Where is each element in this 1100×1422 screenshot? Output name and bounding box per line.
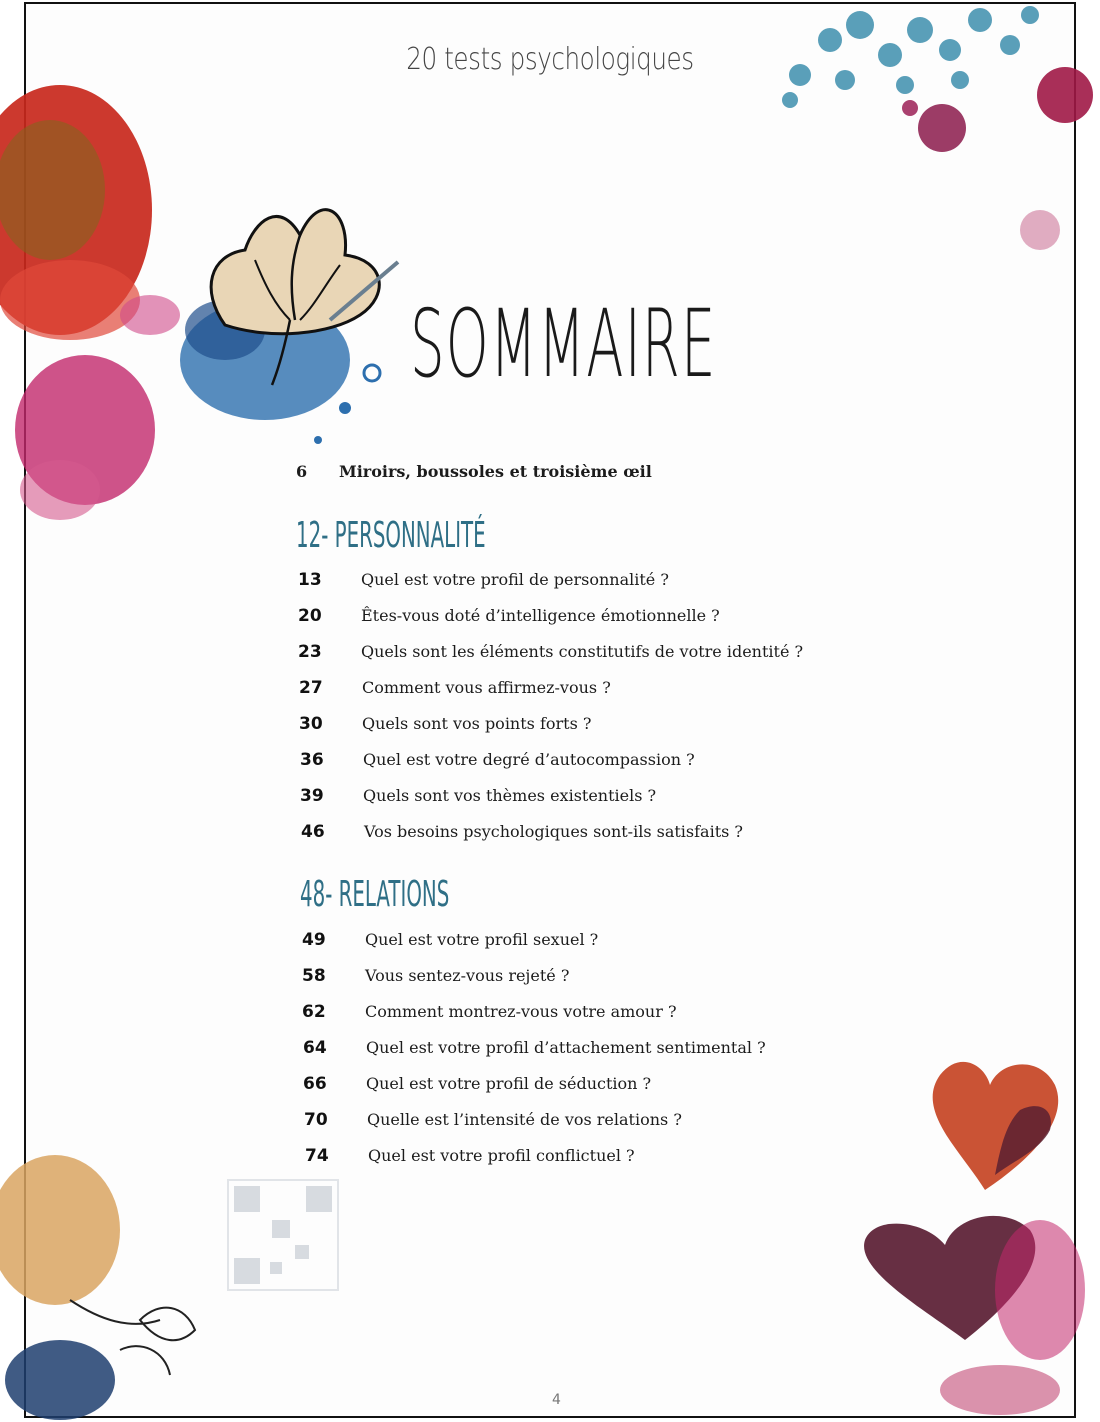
toc-title: Comment montrez-vous votre amour ? — [365, 1002, 677, 1021]
toc-page-number: 62 — [302, 1002, 326, 1022]
toc-page-number: 74 — [305, 1146, 329, 1166]
toc-title: Quelle est l’intensité de vos relations ? — [367, 1110, 682, 1129]
intro-title: Miroirs, boussoles et troisième œil — [339, 462, 652, 481]
toc-page-number: 36 — [300, 750, 324, 770]
toc-page-number: 30 — [299, 714, 323, 734]
toc-page-number: 13 — [298, 570, 322, 590]
toc-page-number: 23 — [298, 642, 322, 662]
page — [24, 2, 1076, 1418]
section-heading-personnalite: 12- PERSONNALITÉ — [296, 515, 486, 556]
toc-page-number: 39 — [300, 786, 324, 806]
toc-page-number: 49 — [302, 930, 326, 950]
toc-page-number: 58 — [302, 966, 326, 986]
toc-page-number: 70 — [304, 1110, 328, 1130]
toc-title: Quels sont vos thèmes existentiels ? — [363, 786, 657, 805]
intro-page-number: 6 — [296, 462, 308, 481]
toc-title: Êtes-vous doté d’intelligence émotionnelle ? — [361, 606, 720, 625]
toc-title: Quel est votre profil sexuel ? — [365, 930, 599, 949]
toc-title: Quel est votre profil d’attachement sentimental ? — [366, 1038, 766, 1057]
page-number: 4 — [552, 1392, 561, 1408]
toc-page-number: 64 — [303, 1038, 327, 1058]
toc-title: Quel est votre profil de séduction ? — [366, 1074, 652, 1093]
toc-title: Quel est votre profil de personnalité ? — [361, 570, 669, 589]
toc-title: Comment vous affirmez-vous ? — [362, 678, 611, 697]
toc-page-number: 46 — [301, 822, 325, 842]
page-title: SOMMAIRE — [410, 290, 717, 399]
toc-page-number: 27 — [299, 678, 323, 698]
toc-title: Vos besoins psychologiques sont-ils satisfaits ? — [364, 822, 744, 841]
toc-title: Quel est votre profil conflictuel ? — [368, 1146, 635, 1165]
toc-title: Quel est votre degré d’autocompassion ? — [363, 750, 695, 769]
book-title: 20 tests psychologiques — [406, 42, 694, 77]
section-heading-relations: 48- RELATIONS — [300, 874, 450, 915]
toc-title: Vous sentez-vous rejeté ? — [365, 966, 570, 985]
toc-page-number: 20 — [298, 606, 322, 626]
toc-title: Quels sont vos points forts ? — [362, 714, 592, 733]
toc-page-number: 66 — [303, 1074, 327, 1094]
toc-title: Quels sont les éléments constitutifs de votre identité ? — [361, 642, 804, 661]
